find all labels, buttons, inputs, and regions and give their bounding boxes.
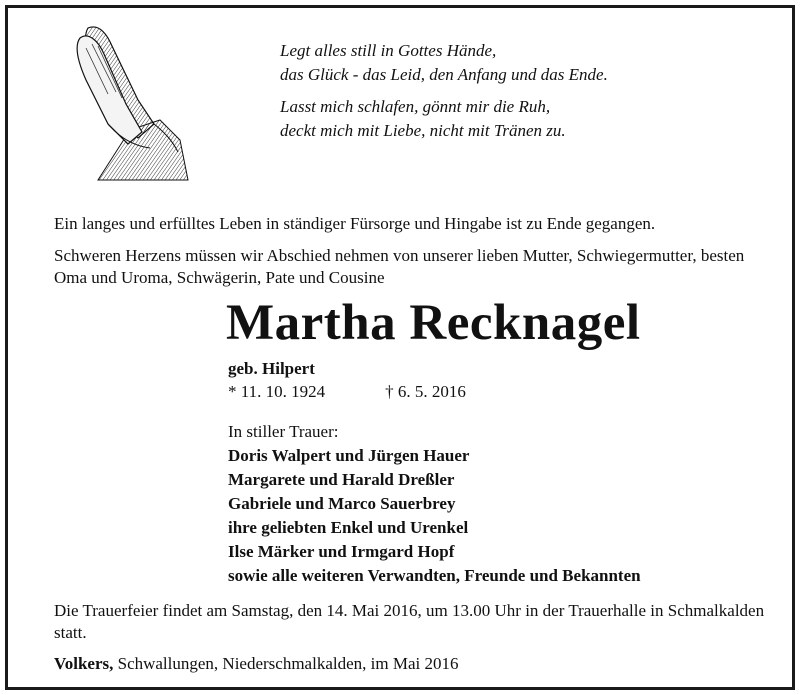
- life-dates: [228, 381, 466, 403]
- birth-date: * 11. 10. 1924: [228, 382, 326, 401]
- mourner-entry: Margarete und Harald Dreßler: [228, 470, 455, 489]
- mourners-heading: In stiller Trauer:: [228, 422, 339, 441]
- poem-stanza: [280, 95, 608, 143]
- mourners-list: [228, 420, 641, 588]
- mourner-entry: sowie alle weiteren Verwandten, Freunde und Bekannten: [228, 566, 641, 585]
- announcement-text: Schweren Herzens müssen wir Abschied nehmen von unserer lieben Mutter, Schwiegermutter, besten Oma und Uroma, Schwägerin, Pate und Cousine: [54, 246, 745, 287]
- poem: [280, 39, 608, 143]
- mourner-entry: Gabriele und Marco Sauerbrey: [228, 494, 456, 513]
- closing-line: [54, 653, 458, 675]
- maiden-name: geb. Hilpert: [228, 359, 315, 378]
- poem-line: das Glück - das Leid, den Anfang und das Ende.: [280, 65, 608, 84]
- funeral-service-info: Die Trauerfeier findet am Samstag, den 14. Mai 2016, um 13.00 Uhr in der Trauerhalle in Schmalkalden statt.: [54, 601, 765, 642]
- poem-line: Legt alles still in Gottes Hände,: [280, 41, 497, 60]
- poem-line: deckt mich mit Liebe, nicht mit Tränen zu.: [280, 121, 566, 140]
- mourner-entry: Doris Walpert und Jürgen Hauer: [228, 446, 470, 465]
- praying-hands-icon: [68, 20, 203, 185]
- closing-rest: Schwallungen, Niederschmalkalden, im Mai 2016: [113, 654, 459, 673]
- poem-line: Lasst mich schlafen, gönnt mir die Ruh,: [280, 97, 551, 116]
- closing-place: Volkers,: [54, 654, 114, 673]
- obituary-frame: [5, 5, 795, 690]
- poem-stanza: [280, 39, 608, 87]
- death-date: † 6. 5. 2016: [385, 382, 466, 401]
- mourner-entry: Ilse Märker und Irmgard Hopf: [228, 542, 455, 561]
- mourner-entry: ihre geliebten Enkel und Urenkel: [228, 518, 469, 537]
- intro-text: Ein langes und erfülltes Leben in ständiger Fürsorge und Hingabe ist zu Ende gegangen.: [54, 214, 656, 233]
- deceased-name: Martha Recknagel: [226, 295, 641, 351]
